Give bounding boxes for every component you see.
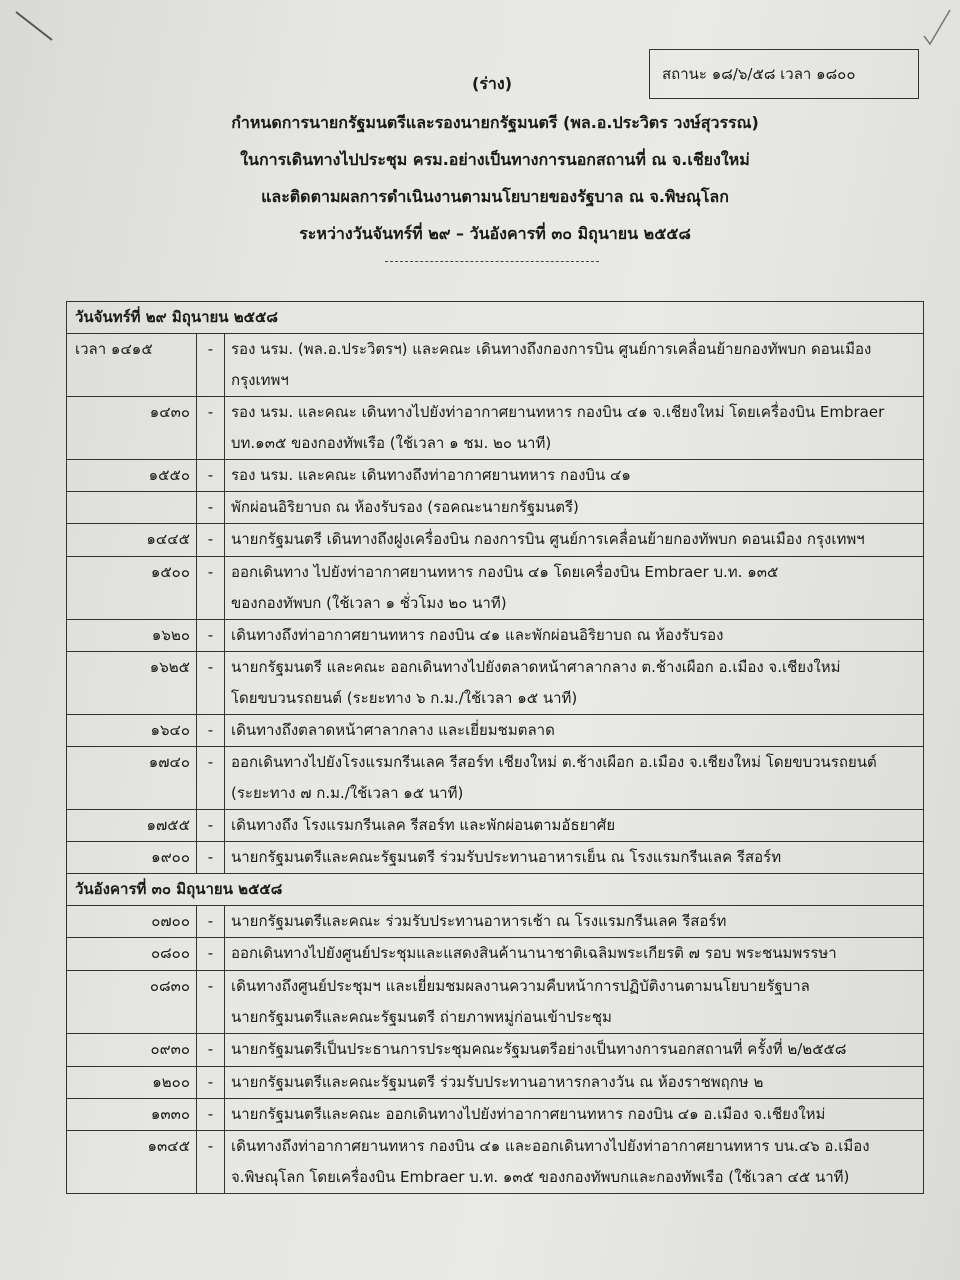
schedule-row [67, 460, 924, 492]
description-line: บท.๑๓๕ ของกองทัพเรือ (ใช้เวลา ๑ ชม. ๒๐ นาที) [231, 434, 552, 452]
dash-cell: - [197, 715, 225, 747]
dash-cell: - [197, 334, 225, 397]
schedule-row [67, 557, 924, 620]
schedule-row [67, 652, 924, 715]
schedule-row [67, 492, 924, 524]
document-title [0, 104, 960, 252]
dash-cell: - [197, 906, 225, 938]
time-cell: ๑๖๔๐ [67, 715, 197, 747]
description-line: นายกรัฐมนตรีและคณะรัฐมนตรี ถ่ายภาพหมู่ก่อนเข้าประชุม [231, 1008, 612, 1026]
description-line: เดินทางถึงท่าอากาศยานทหาร กองบิน ๔๑ และออกเดินทางไปยังท่าอากาศยานทหาร บน.๔๖ อ.เมือง [231, 1137, 870, 1155]
schedule-row [67, 842, 924, 874]
description-line: จ.พิษณุโลก โดยเครื่องบิน Embraer บ.ท. ๑๓๕ ของกองทัพบกและกองทัพเรือ (ใช้เวลา ๔๕ นาที) [231, 1168, 850, 1186]
description-cell [225, 460, 924, 492]
dash-cell: - [197, 1067, 225, 1099]
description-line: นายกรัฐมนตรี และคณะ ออกเดินทางไปยังตลาดหน้าศาลากลาง ต.ช้างเผือก อ.เมือง จ.เชียงใหม่ [231, 658, 841, 676]
time-cell: เวลา ๑๔๑๕ [67, 334, 197, 397]
description-line: ออกเดินทาง ไปยังท่าอากาศยานทหาร กองบิน ๔๑ โดยเครื่องบิน Embraer บ.ท. ๑๓๕ [231, 563, 779, 581]
description-line: เดินทางถึงท่าอากาศยานทหาร กองบิน ๔๑ และพักผ่อนอิริยาบถ ณ ห้องรับรอง [231, 626, 724, 644]
description-cell [225, 747, 924, 810]
description-line: นายกรัฐมนตรีและคณะรัฐมนตรี ร่วมรับประทานอาหารเย็น ณ โรงแรมกรีนเลค รีสอร์ท [231, 848, 782, 866]
dash-cell: - [197, 620, 225, 652]
schedule-row [67, 747, 924, 810]
time-cell: ๐๘๐๐ [67, 938, 197, 971]
dash-cell: - [197, 747, 225, 810]
dash-cell: - [197, 971, 225, 1034]
time-cell: ๑๙๐๐ [67, 842, 197, 874]
description-line: รอง นรม. และคณะ เดินทางไปยังท่าอากาศยานทหาร กองบิน ๔๑ จ.เชียงใหม่ โดยเครื่องบิน Embraer [231, 403, 885, 421]
description-line: เดินทางถึง โรงแรมกรีนเลค รีสอร์ท และพักผ่อนตามอัธยาศัย [231, 816, 616, 834]
schedule-row [67, 397, 924, 460]
time-cell: ๑๔๔๕ [67, 524, 197, 557]
title-line: ระหว่างวันจันทร์ที่ ๒๙ – วันอังคารที่ ๓๐ มิถุนายน ๒๕๕๘ [299, 224, 691, 243]
schedule-row [67, 715, 924, 747]
description-line: พักผ่อนอิริยาบถ ณ ห้องรับรอง (รอคณะนายกรัฐมนตรี) [231, 498, 579, 516]
time-cell [67, 492, 197, 524]
dash-cell: - [197, 810, 225, 842]
description-cell [225, 810, 924, 842]
description-line: เดินทางถึงตลาดหน้าศาลากลาง และเยี่ยมชมตลาด [231, 721, 555, 739]
title-line: และติดตามผลการดำเนินงานตามนโยบายของรัฐบาล ณ จ.พิษณุโลก [261, 187, 729, 206]
day-header: วันจันทร์ที่ ๒๙ มิถุนายน ๒๕๕๘ [67, 302, 924, 334]
description-cell [225, 524, 924, 557]
description-line: นายกรัฐมนตรีและคณะรัฐมนตรี ร่วมรับประทานอาหารกลางวัน ณ ห้องราชพฤกษ ๒ [231, 1073, 764, 1091]
description-line: (ระยะทาง ๗ ก.ม./ใช้เวลา ๑๕ นาที) [231, 784, 464, 802]
description-line: กรุงเทพฯ [231, 371, 289, 389]
description-cell [225, 715, 924, 747]
description-line: ของกองทัพบก (ใช้เวลา ๑ ชั่วโมง ๒๐ นาที) [231, 594, 507, 612]
time-cell: ๐๘๓๐ [67, 971, 197, 1034]
time-cell: ๐๗๐๐ [67, 906, 197, 938]
description-cell [225, 652, 924, 715]
time-cell: ๐๙๓๐ [67, 1034, 197, 1067]
dash-cell: - [197, 652, 225, 715]
time-cell: ๑๕๐๐ [67, 557, 197, 620]
description-cell [225, 557, 924, 620]
description-line: นายกรัฐมนตรีและคณะ ออกเดินทางไปยังท่าอากาศยานทหาร กองบิน ๔๑ อ.เมือง จ.เชียงใหม่ [231, 1105, 826, 1123]
description-line: ออกเดินทางไปยังโรงแรมกรีนเลค รีสอร์ท เชียงใหม่ ต.ช้างเผือก อ.เมือง จ.เชียงใหม่ โดยขบวนรถยนต์ [231, 753, 877, 771]
schedule-row [67, 524, 924, 557]
dash-cell: - [197, 397, 225, 460]
description-cell [225, 842, 924, 874]
description-cell [225, 1131, 924, 1194]
description-line: รอง นรม. และคณะ เดินทางถึงท่าอากาศยานทหาร กองบิน ๔๑ [231, 466, 631, 484]
description-line: นายกรัฐมนตรีเป็นประธานการประชุมคณะรัฐมนตรีอย่างเป็นทางการนอกสถานที่ ครั้งที่ ๒/๒๕๕๘ [231, 1040, 847, 1058]
description-cell [225, 1034, 924, 1067]
day-header: วันอังคารที่ ๓๐ มิถุนายน ๒๕๕๘ [67, 874, 924, 906]
description-cell [225, 938, 924, 971]
time-cell: ๑๗๕๕ [67, 810, 197, 842]
description-cell [225, 1067, 924, 1099]
dash-cell: - [197, 492, 225, 524]
schedule-row [67, 1131, 924, 1194]
schedule-row [67, 1099, 924, 1131]
title-line: กำหนดการนายกรัฐมนตรีและรองนายกรัฐมนตรี (พล.อ.ประวิตร วงษ์สุวรรณ) [231, 113, 759, 132]
schedule-row [67, 906, 924, 938]
schedule-row [67, 938, 924, 971]
pen-stroke-mark [12, 6, 60, 46]
dash-cell: - [197, 1131, 225, 1194]
dash-cell: - [197, 1034, 225, 1067]
description-cell [225, 492, 924, 524]
description-line: รอง นรม. (พล.อ.ประวิตรฯ) และคณะ เดินทางถึงกองการบิน ศูนย์การเคลื่อนย้ายกองทัพบก ดอนเมือง [231, 340, 872, 358]
description-line: โดยขบวนรถยนต์ (ระยะทาง ๖ ก.ม./ใช้เวลา ๑๕ นาที) [231, 689, 578, 707]
schedule-row [67, 810, 924, 842]
description-cell [225, 334, 924, 397]
dash-cell: - [197, 460, 225, 492]
schedule-row [67, 971, 924, 1034]
description-line: นายกรัฐมนตรี เดินทางถึงฝูงเครื่องบิน กองการบิน ศูนย์การเคลื่อนย้ายกองทัพบก ดอนเมือง กรุงเทพฯ [231, 530, 865, 548]
time-cell: ๑๕๕๐ [67, 460, 197, 492]
description-line: ออกเดินทางไปยังศูนย์ประชุมและแสดงสินค้านานาชาติเฉลิมพระเกียรติ ๗ รอบ พระชนมพรรษา [231, 944, 837, 962]
description-cell [225, 1099, 924, 1131]
time-cell: ๑๓๓๐ [67, 1099, 197, 1131]
description-cell [225, 620, 924, 652]
checkmark-icon [920, 6, 954, 50]
status-box: สถานะ ๑๘/๖/๕๘ เวลา ๑๘๐๐ [649, 49, 919, 99]
schedule-row [67, 334, 924, 397]
time-cell: ๑๖๒๐ [67, 620, 197, 652]
schedule-row [67, 620, 924, 652]
schedule-table [66, 301, 924, 1194]
time-cell: ๑๓๔๕ [67, 1131, 197, 1194]
dash-cell: - [197, 557, 225, 620]
description-cell [225, 397, 924, 460]
time-cell: ๑๒๐๐ [67, 1067, 197, 1099]
draft-label: (ร่าง) [472, 74, 513, 93]
dash-cell: - [197, 524, 225, 557]
description-line: นายกรัฐมนตรีและคณะ ร่วมรับประทานอาหารเช้า ณ โรงแรมกรีนเลค รีสอร์ท [231, 912, 727, 930]
dash-cell: - [197, 1099, 225, 1131]
dash-cell: - [197, 938, 225, 971]
description-cell [225, 906, 924, 938]
day-header-row [67, 302, 924, 334]
title-line: ในการเดินทางไปประชุม ครม.อย่างเป็นทางการนอกสถานที่ ณ จ.เชียงใหม่ [240, 150, 750, 169]
description-cell [225, 971, 924, 1034]
day-header-row [67, 874, 924, 906]
time-cell: ๑๖๒๕ [67, 652, 197, 715]
time-cell: ๑๔๓๐ [67, 397, 197, 460]
time-cell: ๑๗๔๐ [67, 747, 197, 810]
description-line: เดินทางถึงศูนย์ประชุมฯ และเยี่ยมชมผลงานความคืบหน้าการปฏิบัติงานตามนโยบายรัฐบาล [231, 977, 810, 995]
dash-cell: - [197, 842, 225, 874]
title-separator [385, 261, 599, 262]
schedule-body [67, 302, 924, 1194]
schedule-row [67, 1067, 924, 1099]
schedule-row [67, 1034, 924, 1067]
